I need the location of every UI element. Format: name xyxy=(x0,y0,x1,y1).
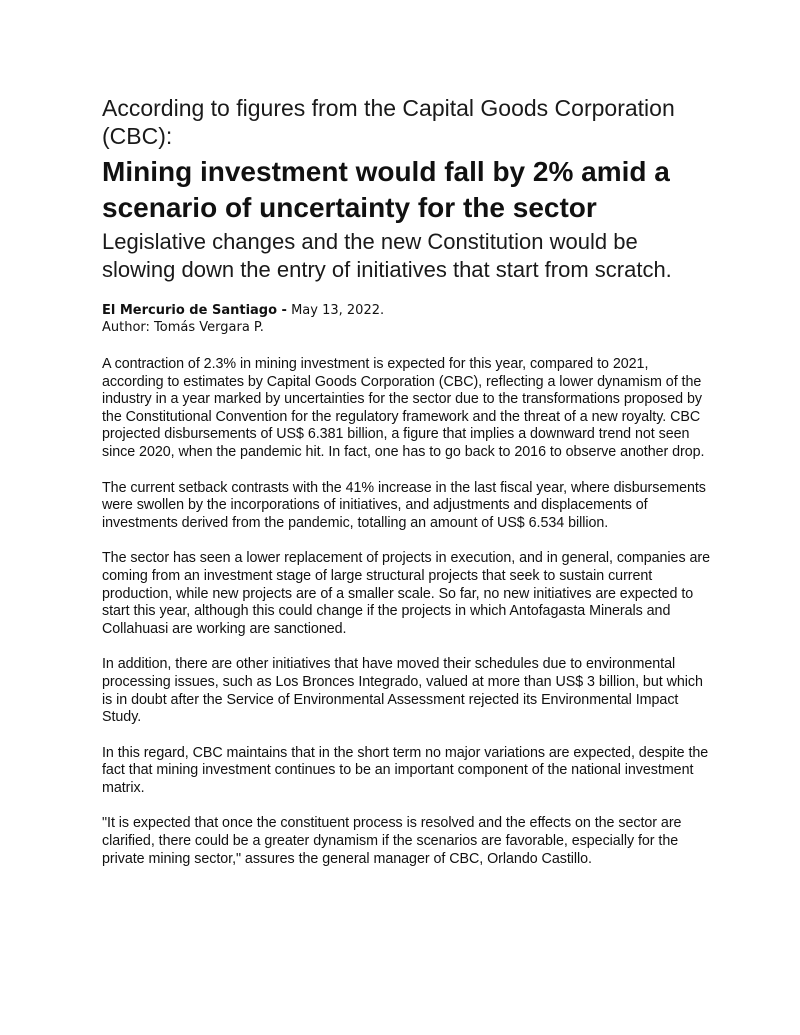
article-author: Author: Tomás Vergara P. xyxy=(102,320,264,335)
article-source: El Mercurio de Santiago - xyxy=(102,303,287,318)
source-line xyxy=(102,302,712,319)
body-paragraph-4: In addition, there are other initiatives that have moved their schedules due to environmental processing issues, such as Los Bronces Integrado, valued at more than US$ 3 billion, but which is in doubt after the Service of Environmental Assessment rejected its Environmental Impact Study. xyxy=(102,656,703,726)
article-subheadline: Legislative changes and the new Constitution would be slowing down the entry of initiatives that start from scratch. xyxy=(102,229,672,282)
article-kicker: According to figures from the Capital Goods Corporation (CBC): xyxy=(102,95,675,149)
article-headline: Mining investment would fall by 2% amid a scenario of uncertainty for the sector xyxy=(102,156,670,223)
article-meta xyxy=(102,302,712,336)
body-paragraph-1: A contraction of 2.3% in mining investment is expected for this year, compared to 2021, according to estimates by Capital Goods Corporation (CBC), reflecting a lower dynamism of the industry in a year marked by uncertainties for the sector due to the transformations proposed by the Constitutional Convention for the regulatory framework and the threat of a new royalty. CBC projected disbursements of US$ 6.381 billion, a figure that implies a downward trend not seen since 2020, when the pandemic hit. In fact, one has to go back to 2016 to observe another drop. xyxy=(102,356,705,460)
body-paragraph-5: In this regard, CBC maintains that in the short term no major variations are expected, despite the fact that mining investment continues to be an important component of the national investment matrix. xyxy=(102,744,709,796)
article-date: May 13, 2022. xyxy=(291,303,385,318)
article-page xyxy=(102,94,712,886)
body-paragraph-3: The sector has seen a lower replacement of projects in execution, and in general, companies are coming from an investment stage of large structural projects that seek to sustain current production, while new projects are of a smaller scale. So far, no new initiatives are expected to start this year, although this could change if the projects in which Antofagasta Minerals and Collahuasi are working are sanctioned. xyxy=(102,550,710,637)
article-body xyxy=(102,356,712,868)
body-paragraph-2: The current setback contrasts with the 41% increase in the last fiscal year, where disbursements were swollen by the incorporations of initiatives, and adjustments and displacements of investments derived from the pandemic, totalling an amount of US$ 6.534 billion. xyxy=(102,479,706,531)
body-paragraph-6: "It is expected that once the constituent process is resolved and the effects on the sector are clarified, there could be a greater dynamism if the scenarios are favorable, especially for the private mining sector," assures the general manager of CBC, Orlando Castillo. xyxy=(102,815,682,867)
